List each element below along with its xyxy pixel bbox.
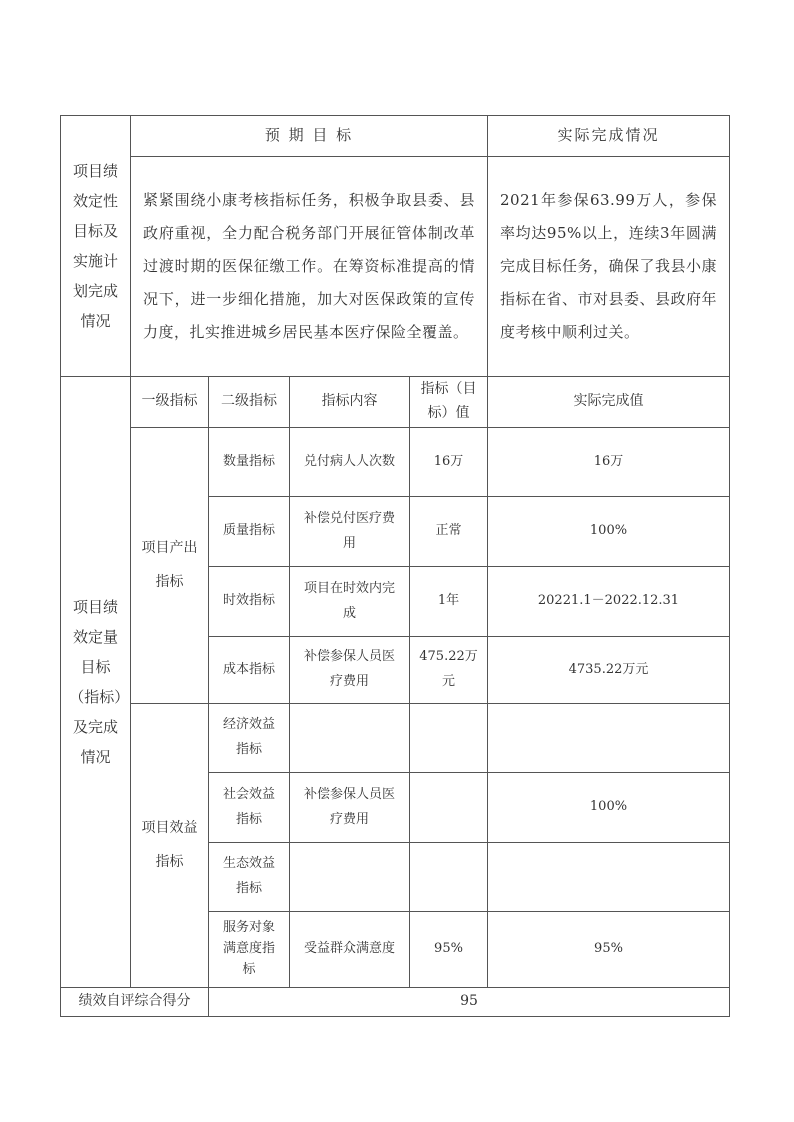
table-row (409, 772, 488, 843)
table-row: 质量指标 (208, 496, 290, 567)
table-row (409, 703, 488, 773)
table-row: 正常 (409, 496, 488, 567)
section2-label: 项目绩效定量目标（指标）及完成情况 (60, 376, 131, 988)
table-row: 项目在时效内完成 (289, 566, 410, 637)
table-row: 95% (487, 911, 730, 988)
table-row: 16万 (487, 427, 730, 497)
table-row: 经济效益指标 (208, 703, 290, 773)
table-row (487, 842, 730, 912)
section1-label: 项目绩效定性目标及实施计划完成情况 (60, 115, 131, 377)
table-row: 补偿参保人员医疗费用 (289, 772, 410, 843)
table-row (487, 703, 730, 773)
col-header-target: 指标（目标）值 (409, 376, 488, 428)
score-value: 95 (208, 987, 730, 1017)
header-expected: 预 期 目 标 (130, 115, 488, 157)
table-row (409, 842, 488, 912)
table-row: 数量指标 (208, 427, 290, 497)
level1-benefit: 项目效益指标 (130, 703, 209, 988)
table-row: 475.22万元 (409, 636, 488, 704)
table-row: 95% (409, 911, 488, 988)
table-row: 生态效益指标 (208, 842, 290, 912)
level1-output: 项目产出指标 (130, 427, 209, 704)
col-header-level1: 一级指标 (130, 376, 209, 428)
table-row: 成本指标 (208, 636, 290, 704)
actual-text: 2021年参保63.99万人，参保率均达95%以上，连续3年圆满完成目标任务，确保了我县小康指标在省、市对县委、县政府年度考核中顺利过关。 (487, 156, 730, 377)
table-row: 时效指标 (208, 566, 290, 637)
table-row: 20221.1－2022.12.31 (487, 566, 730, 637)
table-row: 服务对象满意度指标 (208, 911, 290, 988)
header-actual: 实际完成情况 (487, 115, 730, 157)
col-header-content: 指标内容 (289, 376, 410, 428)
table-row: 补偿兑付医疗费用 (289, 496, 410, 567)
table-row: 补偿参保人员医疗费用 (289, 636, 410, 704)
table-row (289, 842, 410, 912)
table-row (289, 703, 410, 773)
expected-text: 紧紧围绕小康考核指标任务，积极争取县委、县政府重视，全力配合税务部门开展征管体制改革过渡时期的医保征缴工作。在筹资标准提高的情况下，进一步细化措施，加大对医保政策的宣传力度，扎实推进城乡居民基本医疗保险全覆盖。 (130, 156, 488, 377)
table-row: 兑付病人人次数 (289, 427, 410, 497)
col-header-actual: 实际完成值 (487, 376, 730, 428)
table-row: 1年 (409, 566, 488, 637)
table-row: 社会效益指标 (208, 772, 290, 843)
table-row: 16万 (409, 427, 488, 497)
table-row: 100% (487, 772, 730, 843)
table-row: 4735.22万元 (487, 636, 730, 704)
col-header-level2: 二级指标 (208, 376, 290, 428)
score-label: 绩效自评综合得分 (60, 987, 209, 1017)
table-row: 100% (487, 496, 730, 567)
table-row: 受益群众满意度 (289, 911, 410, 988)
